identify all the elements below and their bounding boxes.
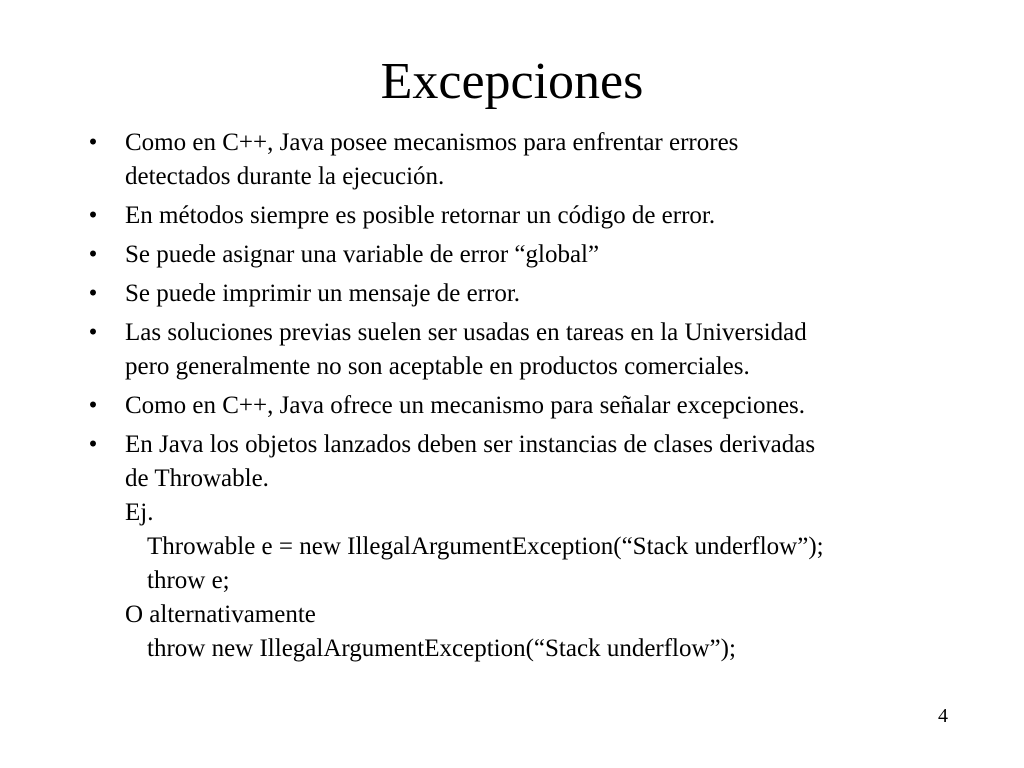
code-line: throw e; [147,567,230,594]
bullet-line: de Throwable. [125,465,269,492]
bullet-item [83,199,963,233]
bullet-item [83,389,963,423]
bullet-marker: • [88,392,98,419]
example-label: Ej. [125,499,154,526]
bullet-marker: • [88,241,98,268]
bullet-marker: • [88,280,98,307]
bullet-line: pero generalmente no son aceptable en productos comerciales. [125,353,750,380]
bullet-line: Se puede asignar una variable de error “global” [125,241,600,268]
bullet-line: Se puede imprimir un mensaje de error. [125,280,521,307]
bullet-text [125,428,963,666]
bullet-text [125,316,963,384]
bullet-line: Como en C++, Java ofrece un mecanismo para señalar excepciones. [125,392,806,419]
bullet-item [83,428,963,666]
bullet-item [83,277,963,311]
bullet-line: Como en C++, Java posee mecanismos para enfrentar errores [125,129,739,156]
bullet-item [83,238,963,272]
alternative-label: O alternativamente [125,601,316,628]
bullet-item [83,126,963,194]
slide-title: Excepciones [380,53,644,110]
bullet-text [125,126,963,194]
code-line: throw new IllegalArgumentException(“Stack underflow”); [147,635,736,662]
bullet-line: Las soluciones previas suelen ser usadas en tareas en la Universidad [125,319,807,346]
bullet-item [83,316,963,384]
bullet-marker: • [88,202,98,229]
page-number: 4 [938,705,948,727]
bullet-marker: • [88,431,98,458]
bullet-line: En métodos siempre es posible retornar un código de error. [125,202,716,229]
bullet-list [83,126,963,671]
bullet-text [125,199,963,233]
bullet-line: detectados durante la ejecución. [125,163,445,190]
bullet-text [125,277,963,311]
code-line: Throwable e = new IllegalArgumentException(“Stack underflow”); [147,533,824,560]
bullet-text [125,389,963,423]
bullet-text [125,238,963,272]
bullet-marker: • [88,129,98,156]
bullet-line: En Java los objetos lanzados deben ser instancias de clases derivadas [125,431,816,458]
bullet-marker: • [88,319,98,346]
